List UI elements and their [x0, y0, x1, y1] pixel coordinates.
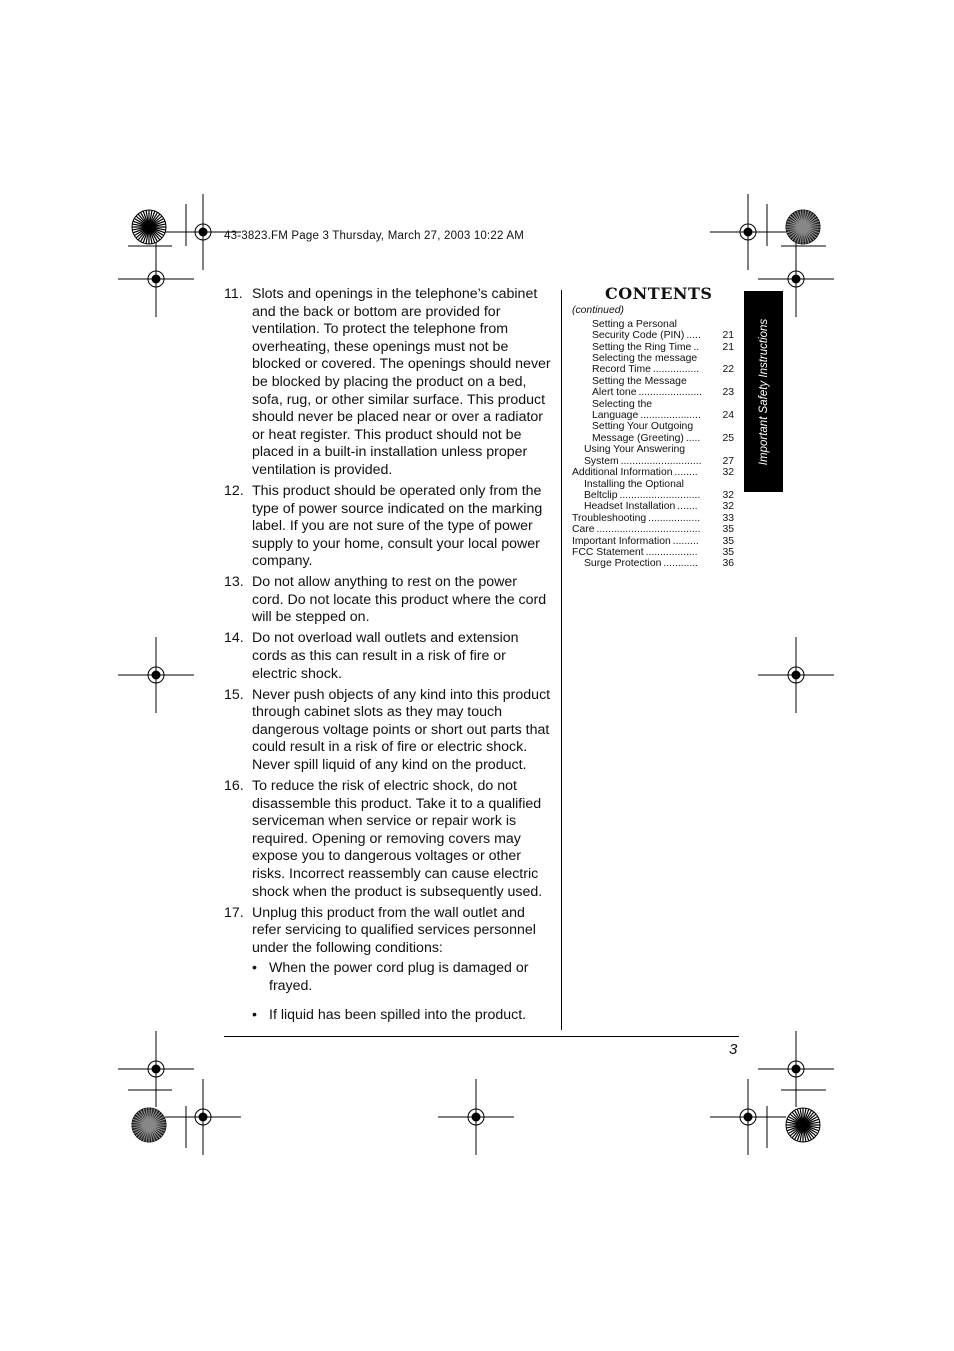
list-item-text: Never push objects of any kind into this product through cabinet slots as they may touch dangerous voltage points or short out parts that could result in a risk of fire or electric shock. Never spill liquid of any kind on the product. — [252, 686, 551, 773]
toc-page-number: 32 — [722, 467, 734, 479]
toc-entry-line — [572, 501, 734, 512]
footer-rule — [224, 1036, 739, 1037]
toc-page-number: 27 — [722, 455, 734, 467]
list-item-number: 13. — [224, 574, 244, 591]
toc-dot-leader: ..... — [686, 330, 701, 342]
toc-page-number: 35 — [722, 524, 734, 536]
toc-page-number: 21 — [722, 330, 734, 342]
toc-page-number: 32 — [722, 501, 734, 513]
toc-entry-title: Selecting the message — [592, 353, 698, 365]
toc-entry-line — [572, 547, 734, 558]
bullet-mark: • — [252, 1006, 257, 1023]
toc-entry-line — [572, 444, 734, 455]
list-item-text: Slots and openings in the telephone’s cabinet and the back or bottom are provided for ventilation. To protect the telephone from overheating, these openings must not be blocked or covered. The openings should never be blocked by placing the product on a bed, sofa, rug, or other similar surface. This product should never be placed near or over a radiator or heat register. This product should not be placed in a built-in installation unless proper ventilation is provided. — [252, 286, 551, 478]
toc-entry-title: Surge Protection — [584, 558, 662, 570]
toc-entry-title: Additional Information — [572, 467, 673, 479]
toc-entry-title: FCC Statement — [572, 546, 644, 558]
toc-entry-line — [572, 421, 734, 432]
toc-entry-title: Language — [592, 410, 639, 422]
toc-dot-leader: ............................ — [620, 455, 702, 467]
list-item-number: 16. — [224, 777, 244, 794]
toc-entry-line — [572, 376, 734, 387]
list-item-body — [252, 905, 552, 1036]
toc-entry-title: Care — [572, 524, 595, 536]
list-item — [224, 286, 552, 480]
toc-entry-line — [572, 342, 734, 353]
toc-entry-title: System — [584, 455, 619, 467]
toc-entry-title: Setting a Personal — [592, 318, 677, 330]
toc-dot-leader: ..................... — [640, 410, 701, 422]
toc-entry-line — [572, 513, 734, 524]
toc-entry-title: Message (Greeting) — [592, 432, 684, 444]
list-item — [224, 574, 552, 627]
toc-dot-leader: .................................... — [596, 524, 701, 536]
toc-entry-title: Using Your Answering — [584, 444, 686, 456]
toc-page-number: 33 — [722, 512, 734, 524]
toc-entry-title: Setting Your Outgoing — [592, 421, 694, 433]
registration-target-center — [152, 275, 160, 283]
registration-target-center — [792, 671, 800, 679]
toc-page-number: 22 — [722, 364, 734, 376]
toc-entry-title: Setting the Message — [592, 375, 687, 387]
toc-page-number: 21 — [722, 341, 734, 353]
registration-target-center — [199, 228, 207, 236]
toc-title: CONTENTS — [605, 284, 713, 303]
registration-target-center — [152, 1065, 160, 1073]
toc-entry-title: Setting the Ring Time — [592, 341, 692, 353]
toc-entries — [572, 319, 734, 570]
toc-dot-leader: ................ — [652, 364, 700, 376]
toc-entry-title: Troubleshooting — [572, 512, 647, 524]
bullet-item — [252, 960, 552, 995]
list-item — [224, 778, 552, 901]
table-of-contents — [572, 284, 734, 570]
toc-page-number: 23 — [722, 387, 734, 399]
list-item-number: 14. — [224, 630, 244, 647]
toc-entry-title: Important Information — [572, 535, 671, 547]
toc-continued-label: (continued) — [572, 305, 624, 317]
toc-entry-line — [572, 456, 734, 467]
list-item-text: Do not overload wall outlets and extension cords as this can result in a risk of fire or electric shock. — [252, 630, 519, 682]
toc-entry-line — [572, 433, 734, 444]
registration-target-center — [792, 1065, 800, 1073]
list-item-number: 12. — [224, 482, 244, 499]
toc-page-number: 25 — [722, 432, 734, 444]
list-item-number: 17. — [224, 904, 244, 921]
toc-dot-leader: ....... — [677, 501, 698, 513]
list-item — [224, 630, 552, 683]
toc-entry-line — [572, 558, 734, 569]
toc-entry-line — [572, 364, 734, 375]
toc-dot-leader: .. — [693, 341, 700, 353]
toc-entry-title: Record Time — [592, 364, 651, 376]
bullet-mark: • — [252, 960, 257, 977]
list-item-text: Do not allow anything to rest on the power cord. Do not locate this product where the cord will be stepped on. — [252, 574, 547, 626]
condition-bullets — [252, 960, 552, 1024]
toc-entry-line — [572, 319, 734, 330]
toc-entry-line — [572, 467, 734, 478]
toc-dot-leader: ........ — [674, 467, 698, 479]
registration-target-center — [152, 671, 160, 679]
toc-entry-line — [572, 479, 734, 490]
toc-page-number: 35 — [722, 535, 734, 547]
registration-target-center — [792, 275, 800, 283]
toc-entry-line — [572, 536, 734, 547]
toc-entry-line — [572, 353, 734, 364]
list-item-text: To reduce the risk of electric shock, do not disassemble this product. Take it to a qualified serviceman when service or repair work is required. Opening or removing covers may expose you to dangerous voltages or other risks. Incorrect reassembly can cause electric shock when the product is subsequently used. — [252, 777, 543, 900]
list-item-text: This product should be operated only from the type of power source indicated on the marking label. If you are not sure of the type of power supply to your home, consult your local power company. — [252, 482, 543, 570]
toc-dot-leader: ...................... — [638, 387, 702, 399]
registration-target-center — [472, 1113, 480, 1121]
toc-entry-title: Beltclip — [584, 489, 618, 501]
list-item-number: 11. — [224, 286, 243, 302]
side-tab-label: Important Safety Instructions — [757, 318, 770, 465]
toc-entry-line — [572, 399, 734, 410]
column-divider — [561, 290, 562, 1030]
list-item — [224, 687, 552, 775]
toc-dot-leader: .................. — [645, 546, 698, 558]
toc-entry-line — [572, 330, 734, 341]
toc-dot-leader: ............................ — [619, 489, 701, 501]
registration-target-center — [744, 1113, 752, 1121]
running-head: 43-3823.FM Page 3 Thursday, March 27, 2003 10:22 AM — [224, 230, 525, 242]
toc-dot-leader: .................. — [648, 512, 701, 524]
list-item-text: Unplug this product from the wall outlet and refer servicing to qualified services personnel under the following conditions: — [252, 904, 536, 956]
toc-entry-title: Alert tone — [592, 387, 637, 399]
registration-target-center — [744, 228, 752, 236]
safety-instructions-list — [224, 286, 552, 1038]
toc-entry-title: Headset Installation — [584, 501, 676, 513]
list-item — [224, 483, 552, 571]
bullet-text: When the power cord plug is damaged or frayed. — [269, 960, 529, 994]
toc-entry-line — [572, 410, 734, 421]
bullet-item — [252, 1007, 552, 1025]
toc-dot-leader: ......... — [672, 535, 699, 547]
toc-entry-line — [572, 387, 734, 398]
registration-target-center — [199, 1113, 207, 1121]
toc-entry-title: Selecting the — [592, 398, 653, 410]
bullet-text: If liquid has been spilled into the product. — [269, 1006, 527, 1023]
toc-dot-leader: ..... — [685, 432, 701, 444]
toc-page-number: 32 — [722, 489, 734, 501]
toc-page-number: 36 — [722, 558, 734, 570]
toc-page-number: 24 — [722, 410, 734, 422]
toc-entry-title: Security Code (PIN) — [592, 330, 685, 342]
toc-entry-line — [572, 490, 734, 501]
list-item-number: 15. — [224, 686, 244, 703]
toc-page-number: 35 — [722, 546, 734, 558]
toc-dot-leader: ............ — [663, 558, 699, 570]
section-side-tab — [744, 291, 783, 492]
toc-entry-line — [572, 524, 734, 535]
list-item — [224, 905, 552, 1036]
toc-entry-title: Installing the Optional — [584, 478, 684, 490]
page-number: 3 — [729, 1041, 738, 1058]
